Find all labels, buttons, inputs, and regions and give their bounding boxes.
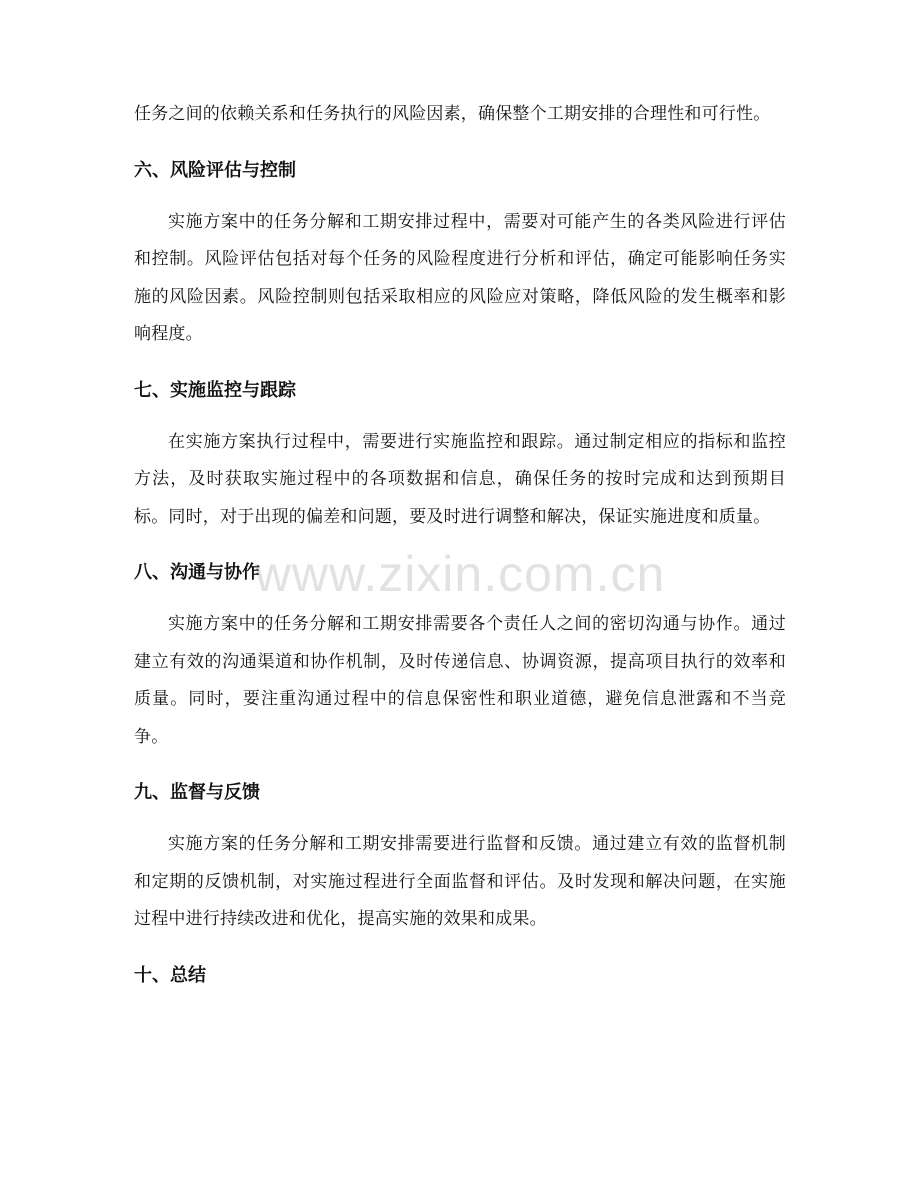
section-body-6: 实施方案中的任务分解和工期安排过程中，需要对可能产生的各类风险进行评估和控制。风险评估包括对每个任务的风险程度进行分析和评估，确定可能影响任务实施的风险因素。风险控制则包括采取相应的风险应对策略，降低风险的发生概率和影响程度。 (134, 211, 786, 344)
section-body-9: 实施方案的任务分解和工期安排需要进行监督和反馈。通过建立有效的监督机制和定期的反馈机制，对实施过程进行全面监督和评估。及时发现和解决问题，在实施过程中进行持续改进和优化，提高实施的效果和成果。 (134, 834, 786, 929)
section-heading-10: 十、总结 (134, 964, 206, 986)
section-heading-8: 八、沟通与协作 (134, 562, 260, 583)
continued-paragraph: 任务之间的依赖关系和任务执行的风险因素，确保整个工期安排的合理性和可行性。 (134, 104, 771, 124)
watermark: www.zixin.com.cn (254, 546, 666, 602)
document-page (134, 96, 786, 991)
section-body-7: 在实施方案执行过程中，需要进行实施监控和跟踪。通过制定相应的指标和监控方法，及时获取实施过程中的各项数据和信息，确保任务的按时完成和达到预期目标。同时，对于出现的偏差和问题，要及时进行调整和解决，保证实施进度和质量。 (134, 431, 786, 527)
section-body-8: 实施方案中的任务分解和工期安排需要各个责任人之间的密切沟通与协作。通过建立有效的沟通渠道和协作机制，及时传递信息、协调资源，提高项目执行的效率和质量。同时，要注重沟通过程中的信息保密性和职业道德，避免信息泄露和不当竞争。 (134, 614, 786, 747)
section-heading-7: 七、实施监控与跟踪 (134, 379, 296, 401)
section-heading-6: 六、风险评估与控制 (134, 159, 296, 181)
section-heading-9: 九、监督与反馈 (134, 782, 260, 803)
